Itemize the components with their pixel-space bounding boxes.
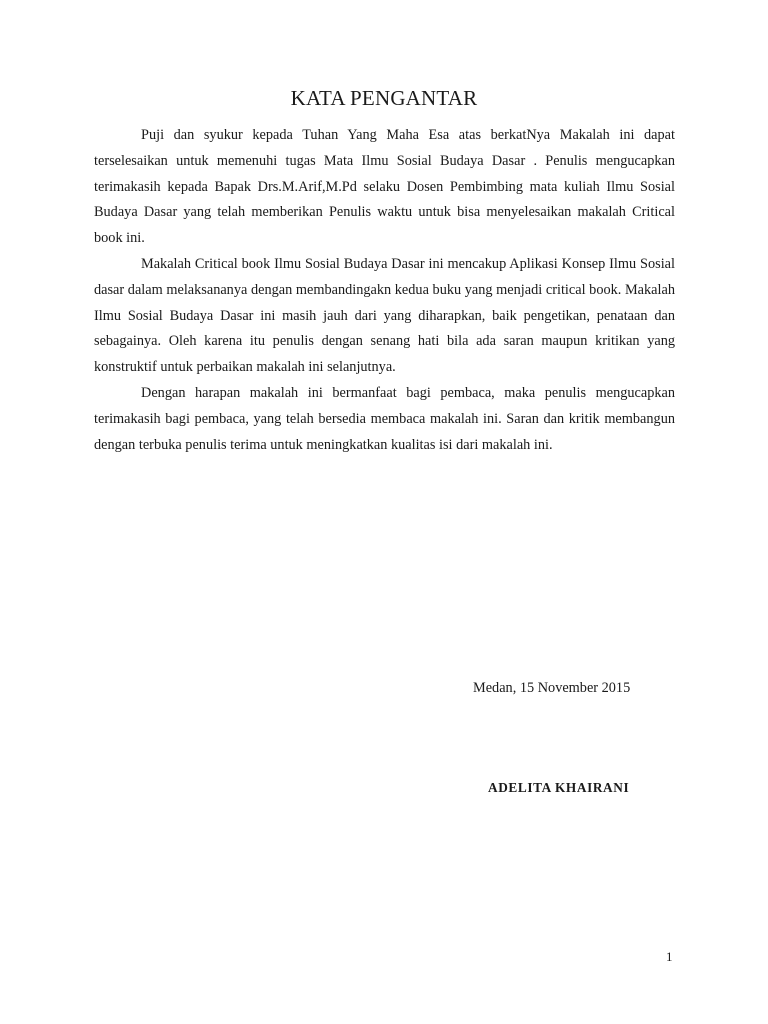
paragraph-1: Puji dan syukur kepada Tuhan Yang Maha Esa atas berkatNya Makalah ini dapat terselesaikan untuk memenuhi tugas Mata Ilmu Sosial Budaya Dasar . Penulis mengucapkan terimakasih kepada Bapak Drs.M.Arif,M.Pd selaku Dosen Pembimbing mata kuliah Ilmu Sosial Budaya Dasar yang telah memberikan Penulis waktu untuk bisa menyelesaikan makalah Critical book ini.: [94, 127, 675, 247]
paragraph-2: Makalah Critical book Ilmu Sosial Budaya Dasar ini mencakup Aplikasi Konsep Ilmu Sosial dasar dalam melaksananya dengan membandingakn kedua buku yang menjadi critical book. Makalah Ilmu Sosial Budaya Dasar ini masih jauh dari yang diharapkan, baik pengetikan, penataan dan sebagainya. Oleh karena itu penulis dengan senang hati bila ada saran maupun kritikan yang konstruktif untuk perbaikan makalah ini selanjutnya.: [94, 255, 675, 376]
paragraph-3: Dengan harapan makalah ini bermanfaat bagi pembaca, maka penulis mengucapkan terimakasih bagi pembaca, yang telah bersedia membaca makalah ini. Saran dan kritik membangun dengan terbuka penulis terima untuk meningkatkan kualitas isi dari makalah ini.: [94, 384, 675, 453]
place-date: Medan, 15 November 2015: [473, 680, 631, 696]
page-number: 1: [666, 949, 673, 964]
page-title: KATA PENGANTAR: [290, 86, 478, 110]
signer-name: ADELITA KHAIRANI: [488, 780, 630, 795]
body-text: [94, 123, 675, 458]
